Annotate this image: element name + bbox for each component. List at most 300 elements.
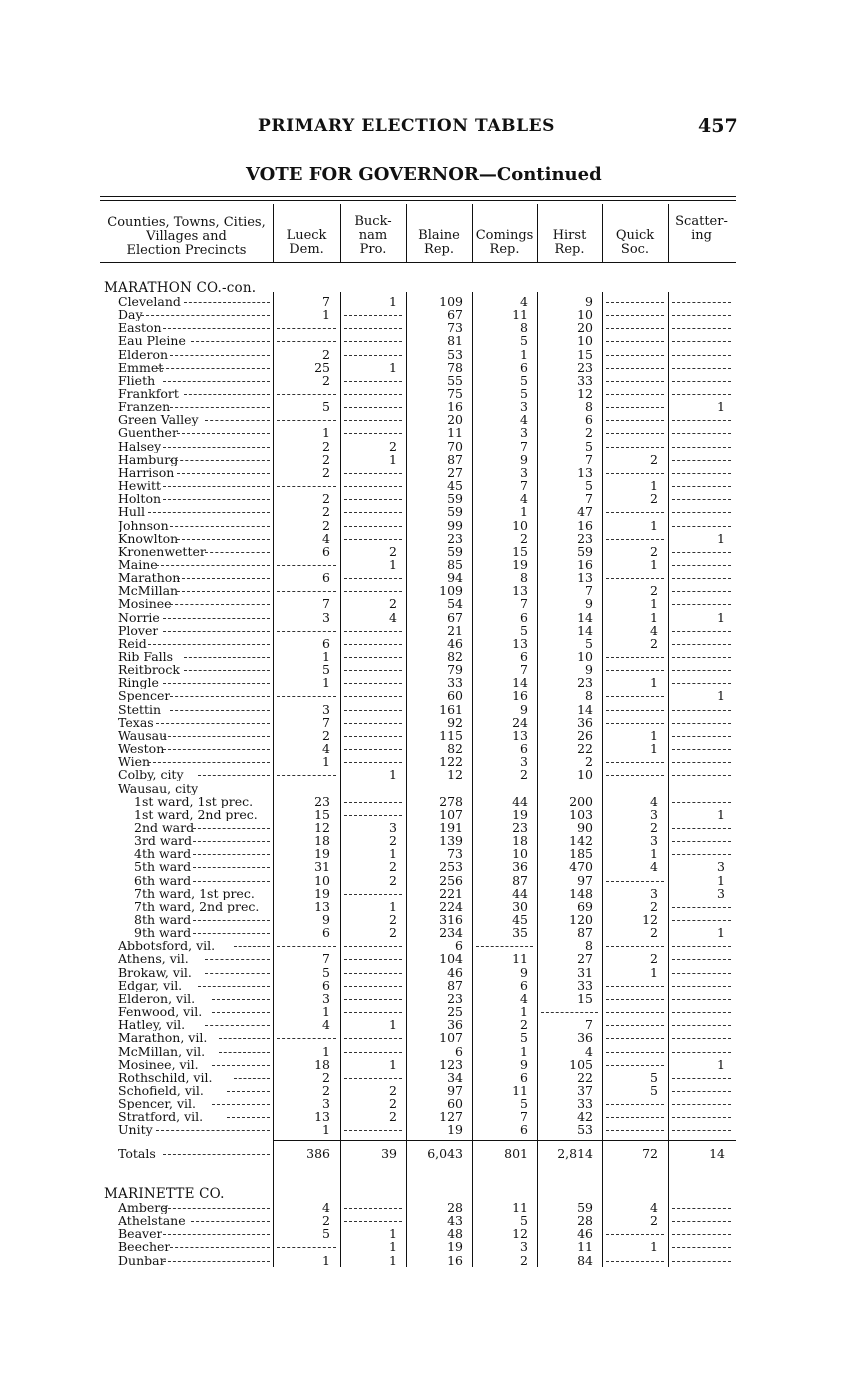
vote-count: 27 [577, 951, 593, 966]
vote-count: 36 [577, 1030, 593, 1045]
column-header-line: Scatter- [675, 214, 728, 229]
vote-count: 4 [322, 531, 330, 546]
precinct-name: 9th ward [134, 926, 192, 939]
precinct-name: 7th ward, 2nd prec. [134, 900, 260, 913]
vote-count: 97 [577, 873, 593, 888]
vote-count: 4 [650, 1200, 658, 1215]
vote-count: 801 [504, 1146, 528, 1161]
vote-count: 4 [322, 1200, 330, 1215]
empty-cell-dash [541, 1012, 598, 1013]
vote-count: 2 [322, 1213, 330, 1228]
vote-count: 75 [447, 386, 463, 401]
vote-count: 24 [512, 715, 528, 730]
vote-count: 2 [322, 1070, 330, 1085]
column-header-line: Soc. [620, 242, 650, 257]
vote-count: 53 [447, 347, 463, 362]
vote-count: 70 [447, 439, 463, 454]
precinct-name: Ringle [118, 676, 159, 689]
leader-dots [184, 670, 270, 671]
vote-count: 20 [447, 412, 463, 427]
vote-count: 13 [314, 899, 330, 914]
vote-count: 1 [717, 531, 725, 546]
table-row [0, 703, 640, 716]
empty-cell-dash [672, 552, 731, 553]
leader-dots [191, 1221, 270, 1222]
vote-count: 84 [577, 1253, 593, 1268]
empty-cell-dash [672, 1078, 731, 1079]
precinct-name: Norrie [118, 611, 160, 624]
vote-count: 278 [439, 794, 463, 809]
leader-dots [170, 696, 270, 697]
vote-count: 5 [585, 439, 593, 454]
column-header [406, 229, 472, 257]
vote-count: 7 [322, 294, 330, 309]
precinct-name: McMillan [118, 584, 179, 597]
leader-dots [177, 591, 270, 592]
vote-count: 2 [322, 518, 330, 533]
vote-count: 94 [447, 570, 463, 585]
leader-dots [205, 420, 270, 421]
empty-cell-dash [606, 420, 664, 421]
leader-dots [205, 552, 270, 553]
vote-count: 6 [520, 1070, 528, 1085]
table-row [0, 505, 640, 518]
vote-count: 85 [447, 557, 463, 572]
empty-cell-dash [672, 473, 731, 474]
vote-count: 60 [447, 688, 463, 703]
empty-cell-dash [606, 328, 664, 329]
leader-dots [163, 1234, 270, 1235]
empty-cell-dash [672, 302, 731, 303]
vote-count: 253 [439, 859, 463, 874]
table-row [0, 1057, 725, 1072]
precinct-name: Day [118, 308, 143, 321]
vote-count: 3 [650, 833, 658, 848]
table-row [0, 1123, 640, 1136]
column-header-line: nam [358, 228, 388, 243]
precinct-name: Eau Pleine [118, 334, 186, 347]
vote-count: 7 [322, 951, 330, 966]
vote-count: 7 [322, 596, 330, 611]
table-row [0, 899, 658, 914]
leader-dots [219, 1052, 270, 1053]
vote-count: 2 [389, 833, 397, 848]
leader-dots [170, 460, 270, 461]
vote-count: 8 [520, 320, 528, 335]
vote-count: 22 [577, 1070, 593, 1085]
leader-dots [170, 1247, 270, 1248]
county-heading: MARINETTE CO. [104, 1186, 225, 1202]
precinct-name: Hamburg [118, 453, 179, 466]
vote-count: 9 [520, 702, 528, 717]
table-row [0, 650, 640, 663]
vote-count: 4 [520, 991, 528, 1006]
vote-count: 6 [322, 925, 330, 940]
vote-count: 35 [512, 925, 528, 940]
vote-count: 13 [577, 570, 593, 585]
empty-cell-dash [672, 999, 731, 1000]
empty-cell-dash [277, 328, 336, 329]
precinct-name: Dunbar [118, 1254, 166, 1267]
leader-dots [177, 473, 270, 474]
vote-count: 224 [439, 899, 463, 914]
vote-count: 12 [447, 767, 463, 782]
empty-cell-dash [606, 723, 664, 724]
vote-count: 1 [650, 846, 658, 861]
column-header-line: Pro. [359, 242, 387, 257]
vote-count: 14 [577, 610, 593, 625]
leader-dots [193, 828, 270, 829]
column-header [100, 216, 273, 258]
empty-cell-dash [606, 447, 664, 448]
vote-count: 3 [322, 610, 330, 625]
vote-count: 5 [520, 1030, 528, 1045]
vote-count: 2 [389, 873, 397, 888]
precinct-name: Schofield, vil. [118, 1084, 204, 1097]
empty-cell-dash [277, 775, 336, 776]
empty-cell-dash [606, 539, 664, 540]
vote-count: 185 [569, 846, 593, 861]
empty-cell-dash [672, 486, 731, 487]
vote-count: 99 [447, 518, 463, 533]
vote-count: 3 [389, 820, 397, 835]
vote-count: 18 [314, 833, 330, 848]
empty-cell-dash [344, 1038, 402, 1039]
empty-cell-dash [672, 946, 731, 947]
vote-count: 127 [439, 1109, 463, 1124]
vote-count: 79 [447, 662, 463, 677]
leader-dots [163, 486, 270, 487]
empty-cell-dash [606, 775, 664, 776]
vote-count: 1 [322, 1122, 330, 1137]
empty-cell-dash [672, 749, 731, 750]
table-row [0, 1213, 658, 1228]
table-row [0, 636, 658, 651]
vote-count: 20 [577, 320, 593, 335]
leader-dots [193, 841, 270, 842]
vote-count: 3 [717, 886, 725, 901]
empty-cell-dash [344, 696, 402, 697]
vote-count: 6 [455, 1044, 463, 1059]
empty-cell-dash [672, 512, 731, 513]
empty-cell-dash [277, 946, 336, 947]
vote-count: 1 [650, 518, 658, 533]
empty-cell-dash [344, 1012, 402, 1013]
table-row [0, 992, 640, 1005]
precinct-name: 4th ward [134, 847, 192, 860]
empty-cell-dash [344, 644, 402, 645]
empty-cell-dash [672, 1117, 731, 1118]
table-row [0, 466, 640, 479]
column-header [537, 229, 602, 257]
vote-count: 104 [439, 951, 463, 966]
vote-count: 33 [577, 978, 593, 993]
table-row [0, 1239, 658, 1254]
empty-cell-dash [672, 368, 731, 369]
vote-count: 4 [650, 623, 658, 638]
vote-count: 4 [520, 412, 528, 427]
precinct-name: 2nd ward [134, 821, 195, 834]
vote-count: 10 [577, 333, 593, 348]
vote-count: 13 [512, 583, 528, 598]
rule-line [273, 1140, 736, 1141]
empty-cell-dash [344, 394, 402, 395]
precinct-name: Rothschild, vil. [118, 1071, 213, 1084]
column-header-line: Counties, Towns, Cities, [107, 215, 266, 230]
vote-count: 59 [447, 504, 463, 519]
vote-count: 23 [577, 531, 593, 546]
vote-count: 1 [389, 899, 397, 914]
vote-count: 19 [512, 557, 528, 572]
precinct-name: Knowlton [118, 532, 179, 545]
vote-count: 31 [577, 965, 593, 980]
vote-count: 2 [650, 1213, 658, 1228]
precinct-name: 5th ward [134, 860, 192, 873]
leader-dots [193, 920, 270, 921]
empty-cell-dash [672, 683, 731, 684]
table-row [0, 623, 658, 638]
precinct-name: Hull [118, 505, 145, 518]
vote-count: 53 [577, 1122, 593, 1137]
vote-count: 21 [447, 623, 463, 638]
vote-count: 43 [447, 1213, 463, 1228]
precinct-name: Elderon [118, 348, 169, 361]
vote-count: 26 [577, 728, 593, 743]
empty-cell-dash [344, 657, 402, 658]
vote-count: 23 [577, 675, 593, 690]
table-row [0, 1254, 640, 1267]
vote-count: 1 [520, 504, 528, 519]
empty-cell-dash [344, 341, 402, 342]
empty-cell-dash [672, 1104, 731, 1105]
vote-count: 105 [569, 1057, 593, 1072]
vote-count: 6 [520, 360, 528, 375]
column-header-line: Lueck [286, 228, 327, 243]
vote-count: 8 [585, 938, 593, 953]
vote-count: 78 [447, 360, 463, 375]
table-row [0, 610, 725, 625]
vote-count: 2 [650, 452, 658, 467]
vote-count: 46 [447, 636, 463, 651]
precinct-name: Wausau [118, 729, 168, 742]
vote-count: 1 [520, 1044, 528, 1059]
vote-count: 4 [650, 794, 658, 809]
empty-cell-dash [277, 591, 336, 592]
leader-dots [163, 447, 270, 448]
vote-count: 33 [577, 373, 593, 388]
vote-count: 1 [322, 425, 330, 440]
empty-cell-dash [672, 341, 731, 342]
precinct-name: Frankfort [118, 387, 179, 400]
vote-count: 1 [322, 1253, 330, 1268]
table-row [0, 321, 640, 334]
vote-count: 139 [439, 833, 463, 848]
vote-count: 87 [447, 452, 463, 467]
empty-cell-dash [672, 841, 731, 842]
vote-count: 25 [447, 1004, 463, 1019]
leader-dots [205, 959, 270, 960]
vote-count: 2 [322, 347, 330, 362]
leader-dots [170, 407, 270, 408]
vote-count: 3 [520, 465, 528, 480]
empty-cell-dash [672, 710, 731, 711]
empty-cell-dash [344, 631, 402, 632]
vote-count: 109 [439, 583, 463, 598]
vote-count: 72 [642, 1146, 658, 1161]
vote-count: 1 [650, 741, 658, 756]
precinct-name: 1st ward, 1st prec. [134, 795, 254, 808]
vote-count: 1 [650, 675, 658, 690]
vote-count: 1 [717, 873, 725, 888]
vote-count: 12 [512, 1226, 528, 1241]
empty-cell-dash [606, 315, 664, 316]
empty-cell-dash [672, 1261, 731, 1262]
empty-cell-dash [672, 907, 731, 908]
vote-count: 10 [577, 767, 593, 782]
empty-cell-dash [344, 315, 402, 316]
vote-count: 2 [520, 767, 528, 782]
column-header-line: Villages and [146, 229, 227, 244]
empty-cell-dash [606, 1065, 664, 1066]
empty-cell-dash [606, 670, 664, 671]
table-row [0, 663, 640, 676]
empty-cell-dash [344, 499, 402, 500]
vote-count: 13 [512, 636, 528, 651]
empty-cell-dash [344, 999, 402, 1000]
empty-cell-dash [672, 631, 731, 632]
empty-cell-dash [672, 591, 731, 592]
empty-cell-dash [672, 1052, 731, 1053]
vote-count: 25 [314, 360, 330, 375]
table-row [0, 518, 658, 533]
precinct-name: Marathon, vil. [118, 1031, 208, 1044]
vote-count: 42 [577, 1109, 593, 1124]
table-row [0, 939, 640, 952]
county-heading: MARATHON CO.-con. [104, 280, 257, 296]
empty-cell-dash [344, 802, 402, 803]
vote-count: 23 [577, 360, 593, 375]
vote-count: 148 [569, 886, 593, 901]
vote-count: 107 [439, 807, 463, 822]
vote-count: 1 [717, 399, 725, 414]
vote-count: 28 [447, 1200, 463, 1215]
leader-dots [177, 578, 270, 579]
leader-dots [170, 604, 270, 605]
precinct-name: Franzen [118, 400, 171, 413]
vote-count: 36 [512, 859, 528, 874]
vote-count: 2 [650, 636, 658, 651]
empty-cell-dash [606, 394, 664, 395]
leader-dots [163, 328, 270, 329]
vote-count: 5 [520, 1096, 528, 1111]
column-header [602, 229, 668, 257]
vote-count: 46 [577, 1226, 593, 1241]
vote-count: 11 [447, 425, 463, 440]
empty-cell-dash [672, 1234, 731, 1235]
empty-cell-dash [672, 736, 731, 737]
empty-cell-dash [672, 433, 731, 434]
vote-count: 3 [520, 754, 528, 769]
vote-count: 2 [650, 899, 658, 914]
precinct-name: Flieth [118, 374, 156, 387]
leader-dots [184, 302, 270, 303]
precinct-name: Guenther [118, 426, 178, 439]
empty-cell-dash [344, 986, 402, 987]
vote-count: 9 [520, 1057, 528, 1072]
vote-count: 1 [717, 610, 725, 625]
vote-count: 19 [512, 807, 528, 822]
vote-count: 386 [306, 1146, 330, 1161]
vote-count: 7 [520, 1109, 528, 1124]
vote-count: 1 [717, 807, 725, 822]
vote-count: 73 [447, 846, 463, 861]
vote-count: 5 [322, 965, 330, 980]
leader-dots [234, 1078, 270, 1079]
column-header-line: Rep. [489, 242, 520, 257]
table-row [0, 768, 640, 781]
table-row [0, 387, 640, 400]
column-header-line: Buck- [354, 214, 392, 229]
empty-cell-dash [606, 302, 664, 303]
empty-cell-dash [606, 1104, 664, 1105]
vote-count: 7 [585, 583, 593, 598]
empty-cell-dash [344, 723, 402, 724]
vote-count: 2 [650, 951, 658, 966]
vote-count: 12 [314, 820, 330, 835]
vote-count: 109 [439, 294, 463, 309]
vote-count: 13 [512, 728, 528, 743]
vote-count: 48 [447, 1226, 463, 1241]
leader-dots [163, 1208, 270, 1209]
vote-count: 3 [650, 807, 658, 822]
empty-cell-dash [606, 1117, 664, 1118]
vote-count: 1 [389, 452, 397, 467]
empty-cell-dash [606, 946, 664, 947]
empty-cell-dash [344, 946, 402, 947]
leader-dots [148, 762, 270, 763]
empty-cell-dash [672, 644, 731, 645]
vote-count: 16 [577, 518, 593, 533]
empty-cell-dash [672, 1130, 731, 1131]
leader-dots [193, 867, 270, 868]
vote-count: 59 [447, 491, 463, 506]
table-row [0, 478, 658, 493]
vote-count: 4 [585, 1044, 593, 1059]
leader-dots [163, 683, 270, 684]
vote-count: 2 [389, 439, 397, 454]
empty-cell-dash [344, 973, 402, 974]
vote-count: 87 [447, 978, 463, 993]
vote-count: 1 [389, 1253, 397, 1268]
vote-count: 36 [577, 715, 593, 730]
vote-count: 1 [389, 1226, 397, 1241]
vote-count: 1 [717, 688, 725, 703]
vote-count: 14 [709, 1146, 725, 1161]
table-row [0, 440, 640, 453]
vote-count: 97 [447, 1083, 463, 1098]
vote-count: 16 [512, 688, 528, 703]
empty-cell-dash [672, 355, 731, 356]
vote-count: 1 [322, 754, 330, 769]
vote-count: 39 [381, 1146, 397, 1161]
vote-count: 36 [447, 1017, 463, 1032]
vote-count: 9 [585, 596, 593, 611]
column-header [340, 215, 406, 257]
precinct-name: Marathon [118, 571, 181, 584]
empty-cell-dash [672, 854, 731, 855]
vote-count: 7 [520, 662, 528, 677]
vote-count: 1 [389, 360, 397, 375]
